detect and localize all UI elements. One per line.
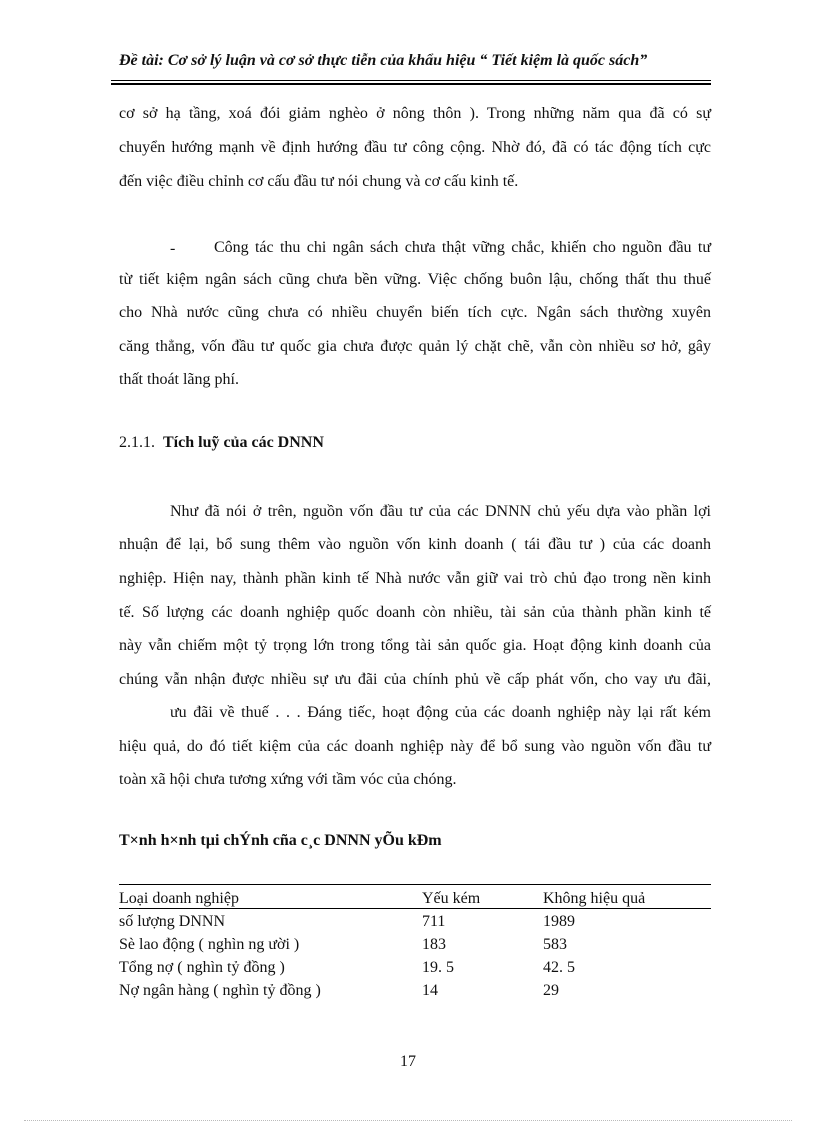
bullet-line: cho Nhà nước cũng chưa có nhiều chuyển biến tích cực. Ngân sách thường xuyên bbox=[119, 304, 711, 321]
table-cell-weak: 19. 5 bbox=[422, 959, 454, 976]
paragraph-2-line: tế. Số lượng các doanh nghiệp quốc doanh còn nhiều, tài sản của thành phần kinh tế bbox=[119, 604, 711, 621]
paragraph-2-line: toàn xã hội chưa tương xứng với tầm vóc của chóng. bbox=[119, 771, 457, 788]
table-header-cell: Yếu kém bbox=[422, 890, 481, 907]
table-cell-type: Tổng nợ ( nghìn tỷ đồng ) bbox=[119, 959, 285, 976]
table-cell-type: Nợ ngân hàng ( nghìn tỷ đồng ) bbox=[119, 982, 321, 999]
table-cell-weak: 183 bbox=[422, 936, 446, 953]
paragraph-2-line: này vẫn chiếm một tỷ trọng lớn trong tổng tài sản quốc gia. Hoạt động kinh doanh của bbox=[119, 637, 711, 654]
bullet-marker: - bbox=[170, 240, 176, 257]
table-header-cell: Loại doanh nghiệp bbox=[119, 890, 239, 907]
table-title: T×nh h×nh tµi chÝnh cña c¸c DNNN yÕu kÐm bbox=[119, 832, 442, 849]
table-cell-ineffective: 1989 bbox=[543, 913, 575, 930]
table-cell-type: số lượng DNNN bbox=[119, 913, 226, 930]
paragraph-2-line: chúng vẫn nhận được nhiều sự ưu đãi của chính phủ về cấp phát vốn, cho vay ưu đãi, bbox=[119, 671, 711, 688]
table-cell-ineffective: 29 bbox=[543, 982, 559, 999]
header-rule-thin bbox=[111, 80, 711, 81]
section-title: Tích luỹ của các DNNN bbox=[163, 434, 324, 451]
paragraph-1-line: đến việc điều chỉnh cơ cấu đầu tư nói chung và cơ cấu kinh tế. bbox=[119, 173, 519, 190]
paragraph-1-line: cơ sở hạ tầng, xoá đói giảm nghèo ở nông thôn ). Trong những năm qua đã có sự bbox=[119, 105, 711, 122]
table-cell-weak: 14 bbox=[422, 982, 438, 999]
page-number: 17 bbox=[400, 1053, 416, 1070]
table-cell-type: Sè lao động ( nghìn ng ười ) bbox=[119, 936, 300, 953]
bullet-line: từ tiết kiệm ngân sách cũng chưa bền vững. Việc chống buôn lậu, chống thất thu thuế bbox=[119, 271, 711, 288]
paragraph-2-line: nghiệp. Hiện nay, thành phần kinh tế Nhà nước vẫn giữ vai trò chủ đạo trong nền kinh bbox=[119, 570, 711, 587]
paragraph-2-line: ưu đãi về thuế . . . Đáng tiếc, hoạt động của các doanh nghiệp này lại rất kém bbox=[170, 704, 711, 721]
page-header-title: Đề tài: Cơ sở lý luận và cơ sở thực tiễn của khẩu hiệu “ Tiết kiệm là quốc sách” bbox=[119, 52, 648, 69]
header-rule-thick bbox=[111, 83, 711, 85]
paragraph-2-line: nhuận để lại, bổ sung thêm vào nguồn vốn kinh doanh ( tái đầu tư ) của các doanh bbox=[119, 536, 711, 553]
page-bottom-border bbox=[24, 1120, 792, 1121]
table-cell-weak: 711 bbox=[422, 913, 446, 930]
paragraph-1-line: chuyển hướng mạnh về định hướng đầu tư công cộng. Nhờ đó, đã có tác động tích cực bbox=[119, 139, 711, 156]
table-header-cell: Không hiệu quả bbox=[543, 890, 646, 907]
paragraph-2-line: Như đã nói ở trên, nguồn vốn đầu tư của các DNNN chủ yếu dựa vào phần lợi bbox=[170, 503, 711, 520]
paragraph-2-line: hiệu quả, do đó tiết kiệm của các doanh nghiệp này để bổ sung vào nguồn vốn đầu tư bbox=[119, 738, 711, 755]
table-cell-ineffective: 42. 5 bbox=[543, 959, 575, 976]
section-number: 2.1.1. bbox=[119, 434, 155, 451]
table-header-rule bbox=[119, 908, 711, 909]
section-heading bbox=[119, 434, 324, 452]
table-top-rule bbox=[119, 884, 711, 885]
bullet-line: căng thẳng, vốn đầu tư quốc gia chưa được quản lý chặt chẽ, vẫn còn nhiều sơ hở, gây bbox=[119, 338, 711, 355]
table-cell-ineffective: 583 bbox=[543, 936, 567, 953]
bullet-line: Công tác thu chi ngân sách chưa thật vững chắc, khiến cho nguồn đầu tư bbox=[214, 239, 711, 256]
bullet-line: thất thoát lãng phí. bbox=[119, 371, 239, 388]
